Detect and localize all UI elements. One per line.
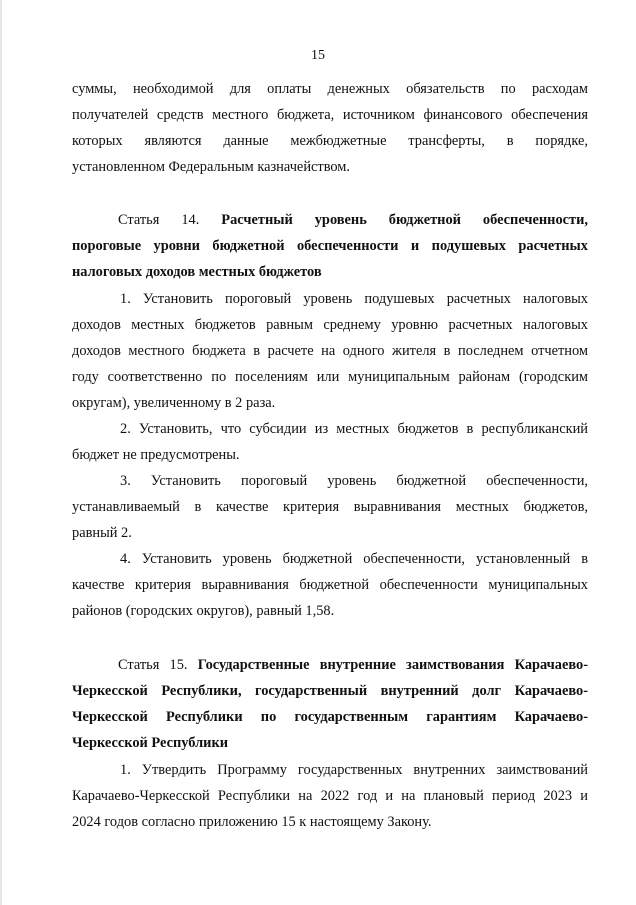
text-line: году соответственно по поселениям или муниципальным районам (городским bbox=[72, 369, 588, 385]
text-line: доходов местных бюджетов равным среднему уровню расчетных налоговых bbox=[72, 317, 588, 333]
heading-line bbox=[72, 652, 588, 678]
article-14-paragraph-3 bbox=[72, 468, 588, 546]
heading-text bbox=[118, 657, 588, 673]
text-line: которых являются данные межбюджетные трансферты, в порядке, bbox=[72, 133, 588, 149]
page-number: 15 bbox=[311, 48, 325, 63]
article-label: Статья 14. bbox=[118, 212, 222, 228]
paragraph-continuation bbox=[72, 76, 588, 180]
article-label: Статья 15. bbox=[118, 657, 198, 673]
article-14-paragraph-4 bbox=[72, 546, 588, 624]
article-14-heading bbox=[72, 207, 588, 285]
text-line: устанавливаемый в качестве критерия выравнивания местных бюджетов, bbox=[72, 499, 588, 515]
heading-line: Черкесской Республики bbox=[72, 735, 229, 751]
text-line: округам), увеличенному в 2 раза. bbox=[72, 395, 276, 411]
text-line: Карачаево-Черкесской Республики на 2022 год и на плановый период 2023 и bbox=[72, 788, 588, 804]
text-line: 3. Установить пороговый уровень бюджетной обеспеченности, bbox=[120, 473, 588, 489]
text-line: установленном Федеральным казначейством. bbox=[72, 159, 351, 175]
text-line: доходов местного бюджета в расчете на одного жителя в последнем отчетном bbox=[72, 343, 588, 359]
article-14-paragraph-1 bbox=[72, 286, 588, 416]
heading-line: Черкесской Республики, государственный внутренний долг Карачаево- bbox=[72, 683, 588, 699]
article-15-heading bbox=[72, 652, 588, 756]
text-line: равный 2. bbox=[72, 525, 132, 541]
text-line: бюджет не предусмотрены. bbox=[72, 447, 240, 463]
text-line: получателей средств местного бюджета, источником финансового обеспечения bbox=[72, 107, 588, 123]
heading-line bbox=[72, 207, 588, 233]
text-line: 1. Утвердить Программу государственных внутренних заимствований bbox=[120, 762, 588, 778]
scan-edge bbox=[0, 0, 2, 905]
text-line: 2. Установить, что субсидии из местных бюджетов в республиканский bbox=[120, 421, 588, 437]
text-line: 1. Установить пороговый уровень подушевых расчетных налоговых bbox=[120, 291, 588, 307]
heading-line: Черкесской Республики по государственным гарантиям Карачаево- bbox=[72, 709, 588, 725]
text-line: 2024 годов согласно приложению 15 к настоящему Закону. bbox=[72, 814, 432, 830]
article-14-paragraph-2 bbox=[72, 416, 588, 468]
text-line: качестве критерия выравнивания бюджетной обеспеченности муниципальных bbox=[72, 577, 588, 593]
text-line: районов (городских округов), равный 1,58. bbox=[72, 603, 335, 619]
article-title: Государственные внутренние заимствования Карачаево- bbox=[197, 657, 588, 673]
article-15-paragraph-1 bbox=[72, 757, 588, 835]
article-title: Расчетный уровень бюджетной обеспеченности, bbox=[221, 212, 589, 228]
text-line: суммы, необходимой для оплаты денежных обязательств по расходам bbox=[72, 81, 588, 97]
text-line: 4. Установить уровень бюджетной обеспеченности, установленный в bbox=[120, 551, 588, 567]
heading-text bbox=[118, 212, 588, 228]
heading-line: пороговые уровни бюджетной обеспеченности и подушевых расчетных bbox=[72, 238, 588, 254]
heading-line: налоговых доходов местных бюджетов bbox=[72, 264, 322, 280]
